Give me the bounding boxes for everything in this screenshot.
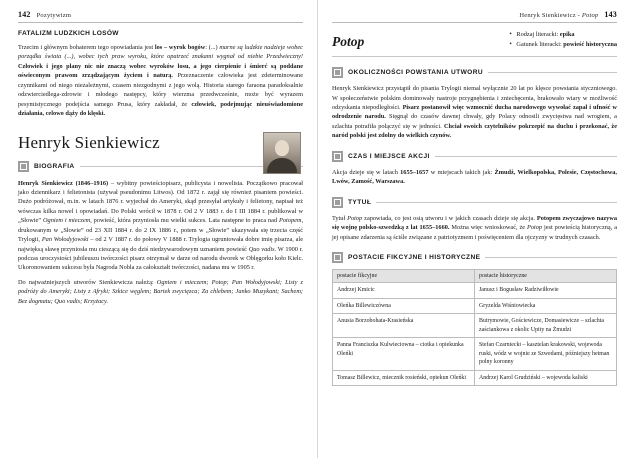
table-header-historical: postacie historyczne xyxy=(475,269,617,282)
work-meta-item xyxy=(508,40,617,50)
rule-divider xyxy=(488,72,617,73)
table-row xyxy=(333,370,617,386)
right-running-head-text xyxy=(519,12,598,19)
cell-fictional: Oleńka Billewiczówna xyxy=(333,298,475,314)
section-text-title: Tytuł Potop zapowiada, co jest osią utworu i w jakich czasach dzieje się akcja. Potopem zwyczajowo nazywa się wojnę polsko-szwedzką z lat 1655–1660. Można więc wnioskować, że Potop jest powieścią historyczną, a jej opisane zdarzenia są ściśle związane z patriotyzmem i poświęceniem dla ojczyzny w trudnych czasach. xyxy=(332,214,617,241)
portrait-head xyxy=(275,140,289,156)
book-icon xyxy=(332,67,343,78)
cell-historical: Gryzelda Wiśniowiecka xyxy=(475,298,617,314)
cell-historical: Janusz i Bogusław Radziwiłłowie xyxy=(475,282,617,298)
cell-fictional: Tomasz Billewicz, miecznik rosieński, opiekun Oleńki xyxy=(333,370,475,386)
biography-paragraph-2: Do najważniejszych utworów Sienkiewicza należą: Ogniem i mieczem; Potop; Pan Wołodyjowski; Listy z podróży do Ameryki; Listy z Afryki; Szkice węglem; Bartek zwycięzca; Za chlebem; Janko Muzykant; Sachem; Bez dogmatu; Quo vadis; Krzyżacy. xyxy=(18,278,303,305)
right-running-head-title: Potop xyxy=(581,12,599,19)
right-running-head-prefix: Henryk Sienkiewicz - xyxy=(519,12,582,19)
work-meta-item xyxy=(508,30,617,40)
cell-fictional: Andrzej Kmicic xyxy=(333,282,475,298)
work-meta-label: Gatunek literacki: xyxy=(516,41,562,49)
rule-divider xyxy=(435,156,617,157)
table-row xyxy=(333,282,617,298)
section-heading-cast xyxy=(332,252,617,263)
left-running-head-text: Pozytywizm xyxy=(36,12,72,19)
work-header xyxy=(332,30,617,57)
section-heading-time-place xyxy=(332,151,617,162)
cell-historical: Butrymowie, Gościewicze, Domasiewicze – szlachta zaściankowa z okolic Upity na Żmudzi xyxy=(475,314,617,338)
section-label-cast: POSTACIE FIKCYJNE I HISTORYCZNE xyxy=(348,253,481,261)
section-label-origins: OKOLICZNOŚCI POWSTANIA UTWORU xyxy=(348,69,484,77)
tag-icon xyxy=(332,197,343,208)
book-icon xyxy=(18,161,29,172)
section-label-time-place: CZAS I MIEJSCE AKCJI xyxy=(348,152,430,160)
rule-divider xyxy=(376,202,617,203)
cell-historical: Andrzej Karol Grudziński – wojewoda kaliski xyxy=(475,370,617,386)
right-running-head xyxy=(332,10,617,23)
biography-paragraph-1: Henryk Sienkiewicz (1846–1916) – wybitny powieściopisarz, publicysta i nowelista. Początkowo pracował jako dziennikarz i felietonista (używał pseudonimu Litwos). Od 1872 r. zajął się również pisaniem powieści. Dużo podróżował, m.in. w latach 1876 r. wyjechał do Ameryki, skąd przesyłał artykuły i felietony, napisał też wówczas kilka nowel i opowiadań. Do Polski wrócił w 1878 r. Od 2 V 1883 r. do I III 1884 r. publikował w „Słowie” Ogniem i mieczem, powieść, która przyniosła mu wielki sukces. Lata następne to praca nad Potopem, drukowanym w „Słowie” od 23 XII 1884 r. do 2 IX 1886 r., potem w „Słowie” ukazywała się trzecia część Trylogii, Pan Wołodyjowski – od 2 V 1887 r. do połowy V 1888 r. Trylogia ugruntowała dobre imię pisarza, ale najwięksą sławę przyniosła mu cieszącą się do dziś niedzywarodowym uznaniem powieść Quo vadis. W 1900 r. podczas uroczystości jubileuszu twórczości pisarz otrzymał w darze od narodu dworek w Oblęgorku koło Kielc. Ukoronowaniem sukcesu była Nagroda Nobla za całokształt twórczości, nadana mu w 1905 r. xyxy=(18,179,304,272)
author-heading: Henryk Sienkiewicz xyxy=(18,132,160,152)
work-meta-label: Rodzaj literacki: xyxy=(516,31,559,38)
section-heading-title xyxy=(332,197,617,208)
biography-heading xyxy=(18,161,303,172)
work-meta-list xyxy=(508,30,617,50)
section-heading-origins xyxy=(332,67,617,78)
cell-fictional: Panna Franciszka Kulwieciowna – ciotka i opiekunka Oleńki xyxy=(333,338,475,371)
left-running-head xyxy=(18,10,303,23)
work-title: Potop xyxy=(332,34,365,49)
table-header-row xyxy=(333,269,617,282)
people-icon xyxy=(332,252,343,263)
clock-icon xyxy=(332,151,343,162)
rule-divider xyxy=(485,257,617,258)
left-page xyxy=(0,0,317,458)
portrait-shoulders xyxy=(267,158,297,173)
author-portrait xyxy=(263,132,301,174)
section-label-title: TYTUŁ xyxy=(348,198,372,206)
work-meta-value: powieść historyczna xyxy=(563,41,617,49)
section-text-origins: Henryk Sienkiewicz przystąpił do pisania Trylogii niemal wyłącznie 20 lat po klęsce powstania styczniowego. W społeczeństwie polskim dominowały nastroje przygnębienia i zniechęcenia, brakowało wiary w możliwość odzyskania niepodległości. Pisarz postanowił więc wzmocnić ducha narodowego wywołać zapał i ufność w odrodzenie narodu. Sięgnął do czasów dawnej chwały, gdy Polacy odnosili zwycięstwa nad wrogiem, a szlachta potrafiła połączyć się w jedności. Chciał swoich czytelników pokrzepić na duchu i przekonać, że naród polski jest zdolny do wielkich czynów. xyxy=(332,85,617,140)
table-header-fictional: postacie fikcyjne xyxy=(333,269,475,282)
cell-fictional: Anusia Borzobohata-Krasieńska xyxy=(333,314,475,338)
table-row xyxy=(333,298,617,314)
right-page xyxy=(317,0,635,458)
section-text-time-place: Akcja dzieje się w latach 1655–1657 w miejscach takich jak: Żmudź, Wielkopolska, Polesie, Częstochowa, Lwów, Zamość, Warszawa. xyxy=(332,168,617,186)
table-row xyxy=(333,338,617,371)
cast-table xyxy=(332,269,617,387)
cell-historical: Stefan Czarniecki – kasztelan krakowski, wojewoda ruski, wódz w wojnie ze Szwedami, późniejszy hetman polny koronny xyxy=(475,338,617,371)
work-meta-value: epika xyxy=(559,31,575,38)
right-page-number: 143 xyxy=(604,10,617,19)
intro-paragraph: Trzecim i głównym bohaterem tego opowiadania jest los – wyrok bogów: (...) marne są ludzkie nadzieje wobec porządku świata (...), wobec tych praw wyroku, które opatrzeć znakami wygnał od niebie Przedwieczny! Człowiek i jego plany nic nie znaczą wobec wyroków losu, a jego cierpienie i śmierć są poddane oświeconym prawom zrządzającym życiem i naturą. Przeznaczenie człowieka jest zdeterminowane czynnikami od niego niezależnymi, czasem niezgodnymi z jego wolą. Historia starego faraona paradoksalnie odzwierciedlega-zdrowie i młodego następcy, który wierzma przedwcześnie, może być wyrazem pesymistycznego podejścia samego Prusa, który zakładał, że człowiek, podejmując nieuświadomione działania, celowo dąży do klęski. xyxy=(18,44,304,118)
section-title: FATALIZM LUDZKICH LOSÓW xyxy=(18,30,119,37)
biography-label: BIOGRAFIA xyxy=(34,162,75,170)
table-row xyxy=(333,314,617,338)
left-page-number: 142 xyxy=(18,10,31,19)
